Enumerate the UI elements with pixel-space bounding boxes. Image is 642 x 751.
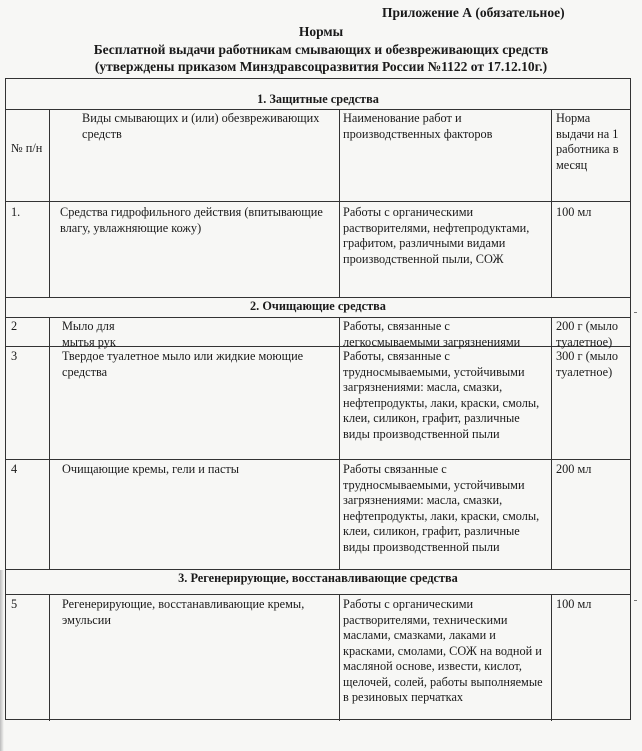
row-4-work: Работы связанные с трудносмываемыми, устойчивыми загрязнениями: масла, смазки, нефтепродукты, лаки, краски, смолы, клеи, силикон, графит, различные виды производственной пыли [343,462,540,554]
row-3-work: Работы, связанные с трудносмываемыми, устойчивыми загрязнениями: масла, смазки, нефтепродукты, лаки, краски, смолы, клеи, силикон, графит, различные виды производственной пыли [343,349,540,441]
row-1-kind: Средства гидрофильного действия (впитывающие влагу, увлажняющие кожу) [60,205,323,235]
row-5-norm: 100 мл [556,597,592,611]
norms-table [5,78,631,720]
row-5-work: Работы с органическими растворителями, техническими маслами, смазками, лаками и красками, смолами, СОЖ на водной и масляной основе, извести, кислот, щелочей, солей, работы выполняемые в резиновых перчатках [343,597,543,704]
document-title: Нормы [298,24,344,39]
row-2-number: 2 [11,319,18,333]
row-3-norm: 300 г (мыло туалетное) [556,349,619,379]
row-1-number: 1. [11,205,21,219]
scan-mark [634,600,637,601]
header-number: № п/н [11,141,43,155]
scan-mark [634,312,637,313]
appendix-label: Приложение А (обязательное) [382,5,565,20]
subtitle-line-1: Бесплатной выдачи работникам смывающих и обезвреживающих средств [93,42,549,57]
subtitle-line-2: (утверждены приказом Минздравсоцразвития России №1122 от 17.12.10г.) [94,59,548,74]
header-norm: Норма выдачи на 1 работника в месяц [556,111,619,172]
header-work: Наименование работ и производственных факторов [343,111,493,141]
row-1-work: Работы с органическими растворителями, нефтепродуктами, графитом, различными видами производственной пыли, СОЖ [343,205,530,266]
row-4-number: 4 [11,462,18,476]
section-title-cleaning: 2. Очищающие средства [250,299,386,313]
row-2-norm: 200 г (мыло туалетное) [556,319,619,349]
document-subtitle [0,41,642,75]
row-4-kind: Очищающие кремы, гели и пасты [62,462,240,476]
row-5-kind: Регенерирующие, восстанавливающие кремы, эмульсии [62,597,305,627]
row-3-number: 3 [11,349,18,363]
scan-edge [0,570,4,751]
row-2-kind: Мыло для мытья рук [62,319,116,349]
section-title-protective: 1. Защитные средства [257,92,379,106]
section-title-regenerating: 3. Регенерирующие, восстанавливающие средства [178,571,458,585]
row-3-kind: Твердое туалетное мыло или жидкие моющие средства [62,349,304,379]
header-kind: Виды смывающих и (или) обезвреживающих средств [82,111,320,141]
row-5-number: 5 [11,597,18,611]
row-4-norm: 200 мл [556,462,592,476]
row-2-work: Работы, связанные с легкосмываемыми загрязнениями [343,319,521,349]
row-1-norm: 100 мл [556,205,592,219]
